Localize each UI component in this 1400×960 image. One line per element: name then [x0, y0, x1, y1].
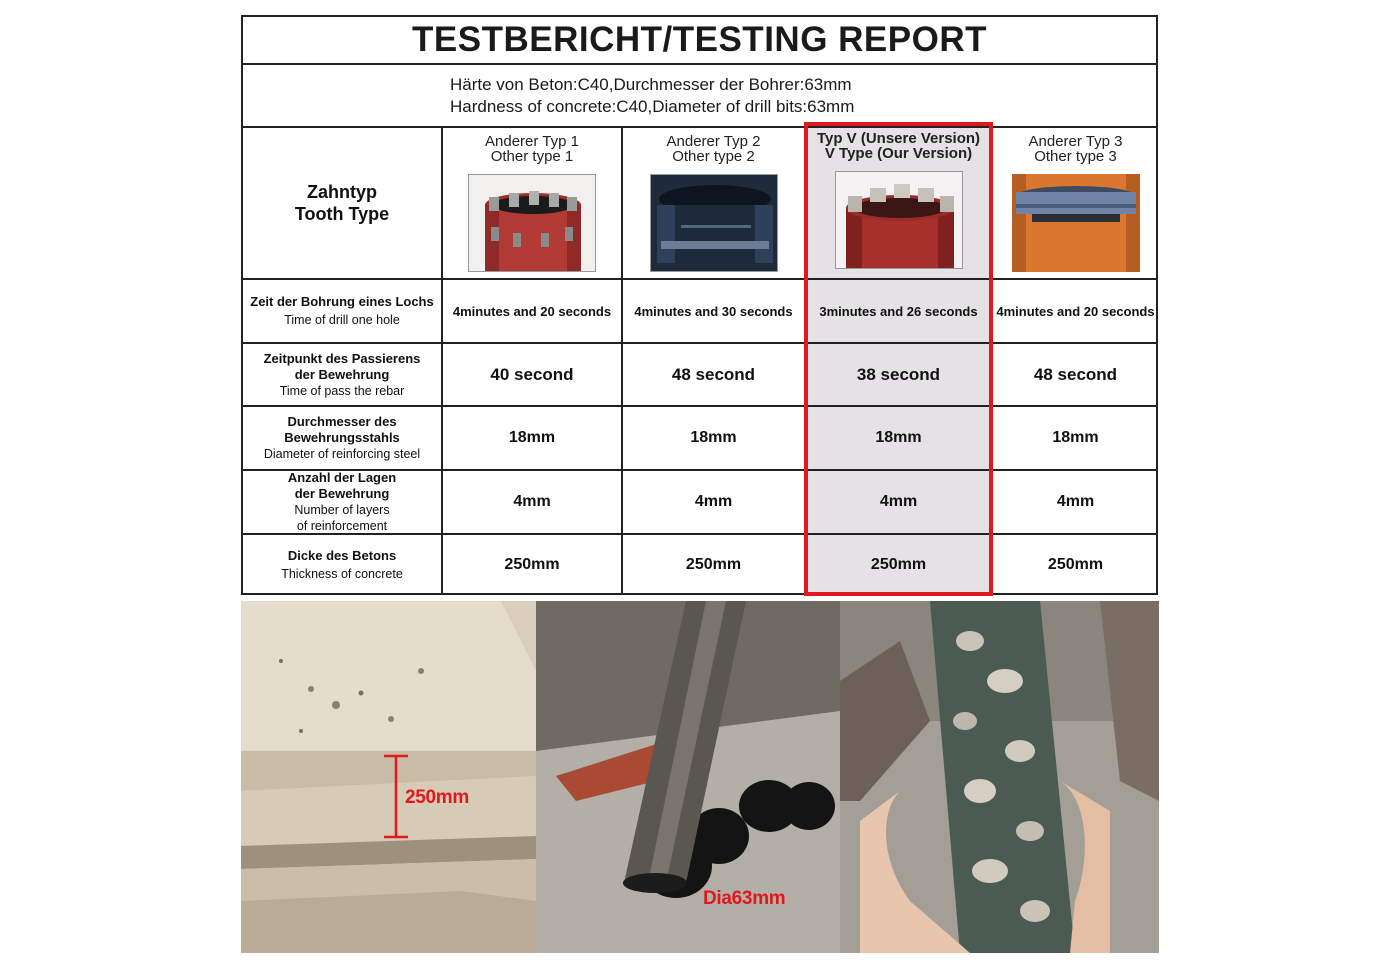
column-name-de: Anderer Typ 2 — [666, 133, 761, 150]
drill-time-value: 4minutes and 30 seconds — [634, 303, 793, 319]
testing-report-table — [241, 15, 1158, 595]
concrete-slab-photo — [241, 601, 536, 953]
tooth-type-label — [243, 128, 443, 280]
row-label-de-line-2: der Bewehrung — [294, 366, 390, 382]
conditions-en: Hardness of concrete:C40,Diameter of drill bits:63mm — [450, 96, 855, 116]
column-name-en: V Type (Our Version) — [824, 145, 973, 162]
row-label-en: Thickness of concrete — [281, 567, 403, 581]
rebar-time-value: 40 second — [490, 364, 574, 384]
row-label-layers — [243, 471, 443, 535]
row-label-de: Dicke des Betons — [287, 548, 397, 563]
row-label-de-line-1: Anzahl der Lagen — [287, 470, 397, 485]
layers-value: 4mm — [1056, 493, 1095, 510]
thickness-value: 250mm — [504, 556, 560, 573]
tooth-type-de: Zahntyp — [307, 182, 377, 202]
steel-diameter-value: 18mm — [508, 429, 556, 446]
row-label-drill-time — [243, 280, 443, 344]
value-cell — [443, 407, 623, 471]
row-label-de-line-2: der Bewehrung — [294, 486, 390, 501]
row-label-de: Zeit der Bohrung eines Lochs — [250, 294, 434, 309]
drilling-photo — [536, 601, 840, 953]
column-name-en: Other type 3 — [1034, 148, 1117, 165]
thickness-value: 250mm — [1047, 556, 1104, 573]
value-cell — [443, 535, 623, 595]
drill-bit-image — [650, 174, 778, 272]
steel-diameter-value: 18mm — [690, 429, 737, 446]
report-title: TESTBERICHT/TESTING REPORT — [412, 20, 987, 59]
concrete-core-photo — [840, 601, 1159, 953]
column-header-other-type-1 — [443, 128, 623, 280]
column-name-de: Anderer Typ 1 — [485, 133, 579, 150]
thickness-value: 250mm — [870, 556, 927, 573]
value-cell — [993, 280, 1158, 344]
rebar-time-value: 38 second — [856, 364, 941, 384]
diameter-annotation: Dia63mm — [703, 888, 786, 909]
value-cell — [623, 535, 806, 595]
value-cell — [993, 471, 1158, 535]
drill-bit-image — [1012, 174, 1140, 272]
column-header-other-type-2 — [623, 128, 806, 280]
layers-value: 4mm — [513, 493, 551, 510]
value-cell — [806, 535, 993, 595]
value-cell — [623, 344, 806, 407]
drill-time-value: 3minutes and 26 seconds — [819, 303, 978, 319]
value-cell — [806, 471, 993, 535]
drill-time-value: 4minutes and 20 seconds — [996, 303, 1155, 319]
column-name-en: Other type 1 — [490, 148, 574, 165]
value-cell — [806, 344, 993, 407]
column-name-en: Other type 2 — [672, 148, 755, 165]
column-name-de: Typ V (Unsere Version) — [816, 130, 981, 147]
row-label-de-line-1: Zeitpunkt des Passierens — [263, 350, 421, 366]
drill-bit-image — [835, 171, 963, 269]
drill-time-value: 4minutes and 20 seconds — [452, 303, 612, 319]
column-header-v-type — [806, 128, 993, 280]
drill-bit-image — [468, 174, 596, 272]
column-header-other-type-3 — [993, 128, 1158, 280]
steel-diameter-value: 18mm — [1052, 429, 1099, 446]
value-cell — [806, 280, 993, 344]
title-row — [243, 17, 1156, 65]
value-cell — [806, 407, 993, 471]
value-cell — [993, 407, 1158, 471]
row-label-en: Time of drill one hole — [284, 313, 400, 327]
layers-value: 4mm — [879, 493, 918, 510]
value-cell — [443, 471, 623, 535]
column-name-de: Anderer Typ 3 — [1028, 133, 1123, 150]
comparison-grid — [243, 128, 1156, 595]
row-label-de-line-2: Bewehrungsstahls — [284, 430, 400, 445]
row-label-en-line-1: Number of layers — [294, 503, 390, 517]
row-label-thickness — [243, 535, 443, 595]
value-cell — [623, 407, 806, 471]
layers-value: 4mm — [694, 493, 733, 510]
value-cell — [443, 280, 623, 344]
test-photos — [241, 601, 1159, 953]
row-label-de-line-1: Durchmesser des — [287, 414, 397, 429]
value-cell — [623, 471, 806, 535]
rebar-time-value: 48 second — [671, 364, 756, 384]
conditions-de: Härte von Beton:C40,Durchmesser der Bohrer:63mm — [450, 74, 852, 94]
row-label-en: Diameter of reinforcing steel — [263, 447, 421, 461]
tooth-type-en: Tooth Type — [294, 204, 390, 224]
value-cell — [443, 344, 623, 407]
thickness-annotation: 250mm — [405, 787, 469, 808]
value-cell — [993, 344, 1158, 407]
row-label-en-line-2: of reinforcement — [296, 519, 388, 533]
value-cell — [993, 535, 1158, 595]
row-label-steel-diameter — [243, 407, 443, 471]
rebar-time-value: 48 second — [1033, 364, 1118, 384]
value-cell — [623, 280, 806, 344]
steel-diameter-value: 18mm — [875, 429, 922, 446]
thickness-value: 250mm — [685, 556, 742, 573]
row-label-en: Time of pass the rebar — [279, 383, 405, 398]
row-label-rebar-time — [243, 344, 443, 407]
test-conditions — [243, 65, 1156, 128]
